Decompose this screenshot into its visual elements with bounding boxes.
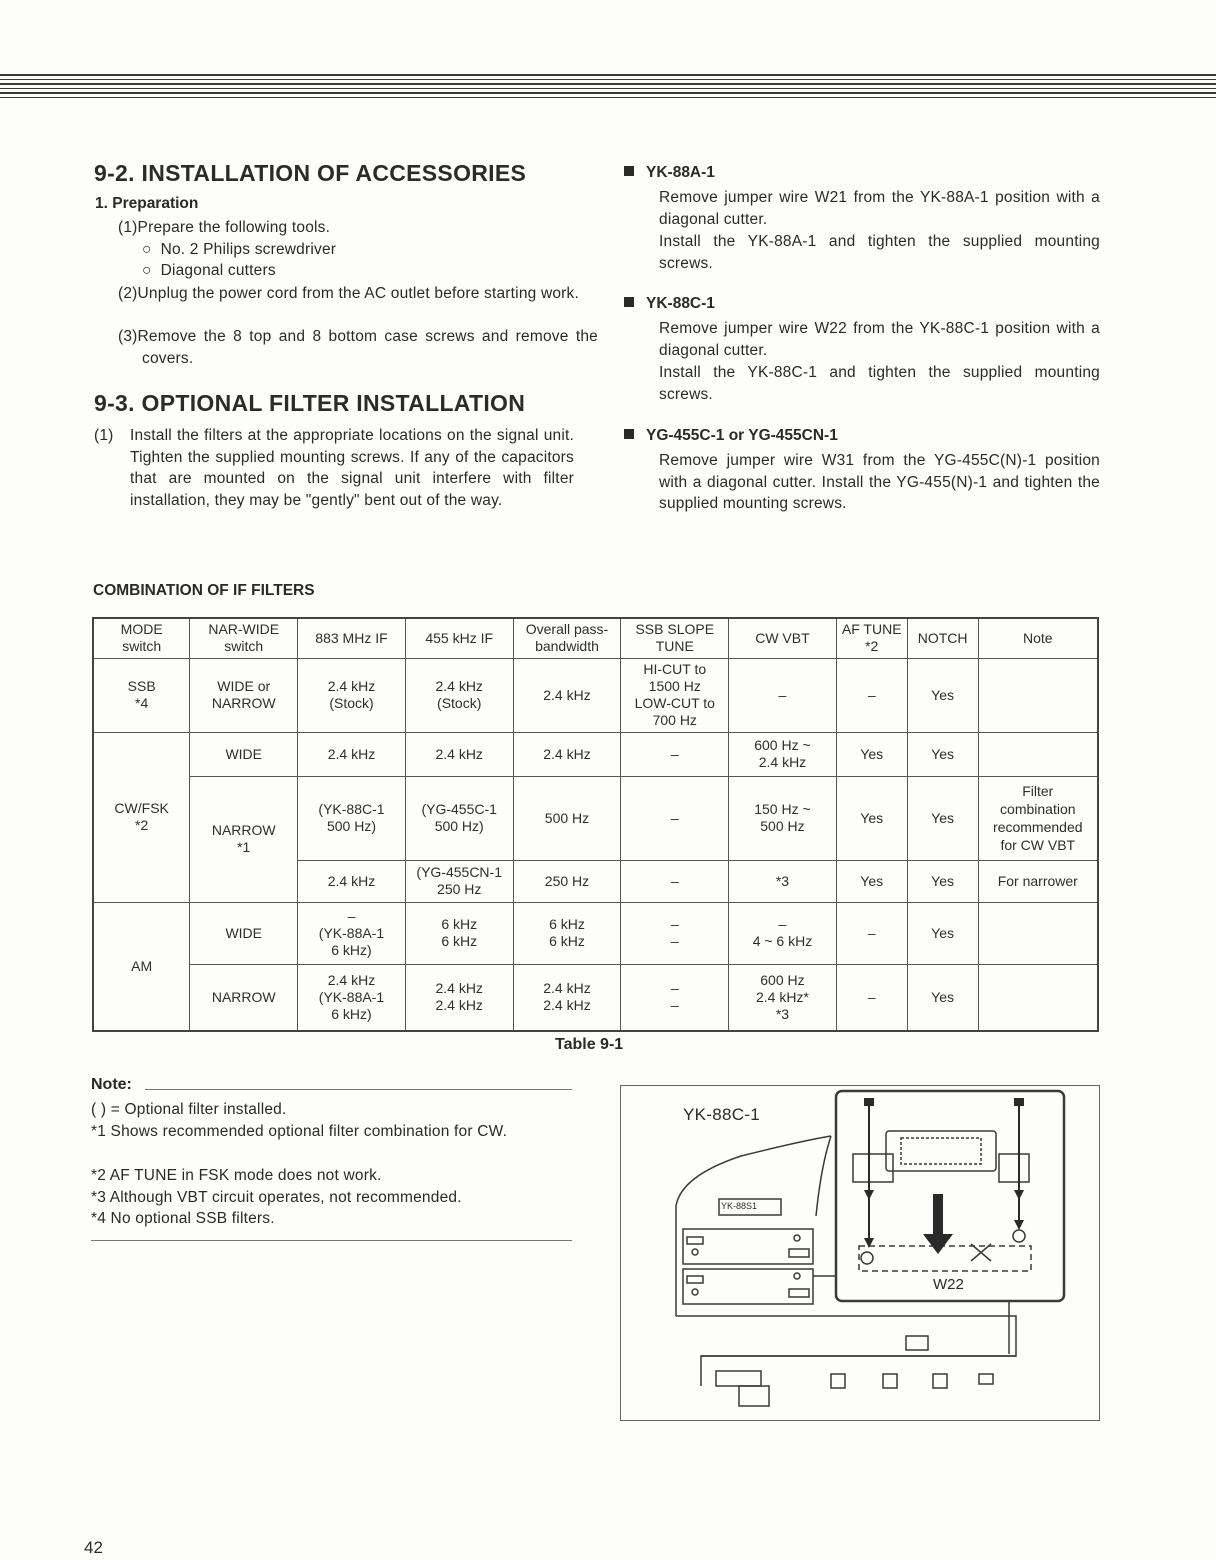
header-narwide: NAR-WIDE switch [190,618,298,658]
tool-item-2-text: Diagonal cutters [160,262,276,279]
ssb-notch: Yes [907,658,978,732]
table-title: COMBINATION OF IF FILTERS [93,582,315,599]
page-number: 42 [84,1538,103,1557]
header-rule [0,72,1216,102]
yk88c-heading [624,295,715,313]
section-9-2-heading: 9-2. INSTALLATION OF ACCESSORIES [94,160,527,186]
header-af-tune: AF TUNE *2 [836,618,907,658]
if-filter-table [92,617,1099,1032]
table-row [93,732,1098,776]
cw-wide-883: 2.4 kHz [298,732,406,776]
cw-wide-notch: Yes [907,732,978,776]
ssb-883: 2.4 kHz (Stock) [298,658,406,732]
note-2: *2 AF TUNE in FSK mode does not work. [91,1167,382,1184]
cw-wide-note [978,732,1098,776]
cw-narrower-455: (YG-455CN-1 250 Hz [405,860,513,902]
cw-narrow-narwide: NARROW *1 [190,776,298,902]
am-narrow-note [978,964,1098,1031]
table-header-row [93,618,1098,658]
notes-title: Note: [91,1076,132,1093]
am-wide-455: 6 kHz 6 kHz [405,902,513,964]
ssb-note [978,658,1098,732]
am-narrow-455: 2.4 kHz 2.4 kHz [405,964,513,1031]
section-9-3-heading: 9-3. OPTIONAL FILTER INSTALLATION [94,390,526,416]
ssb-af: – [836,658,907,732]
cw-wide-slope: – [621,732,729,776]
bullet-square-icon [624,429,634,439]
cw-narrow-bw: 500 Hz [513,776,621,860]
am-mode: AM [93,902,190,1031]
header-note: Note [978,618,1098,658]
header-ssb-slope: SSB SLOPE TUNE [621,618,729,658]
cw-narrow-vbt: 150 Hz ~ 500 Hz [729,776,837,860]
yk88c-text-2: Install the YK-88C-1 and tighten the supplied mounting screws. [659,364,1100,403]
bullet-square-icon [624,166,634,176]
ssb-mode: SSB *4 [93,658,190,732]
am-narrow-vbt: 600 Hz 2.4 kHz* *3 [729,964,837,1031]
figure-label: YK-88C-1 [683,1105,761,1124]
note-optional: ( ) = Optional filter installed. [91,1101,287,1118]
am-wide-slope: – – [621,902,729,964]
am-narrow-notch: Yes [907,964,978,1031]
header-883: 883 MHz IF [298,618,406,658]
am-narrow-narwide: NARROW [190,964,298,1031]
prep-step-3: (3)Remove the 8 top and 8 bottom case screws and remove the covers. [118,328,598,367]
header-mode: MODE switch [93,618,190,658]
figure-drawing [621,1086,1099,1420]
cw-narrow-slope: – [621,776,729,860]
cw-narrower-af: Yes [836,860,907,902]
cw-narrower-notch: Yes [907,860,978,902]
cw-narrower-bw: 250 Hz [513,860,621,902]
note-4: *4 No optional SSB filters. [91,1210,275,1227]
table-row [93,658,1098,732]
ssb-vbt: – [729,658,837,732]
ssb-455: 2.4 kHz (Stock) [405,658,513,732]
table-row [93,776,1098,860]
preparation-title: 1. Preparation [95,195,199,212]
yk88c-text-1: Remove jumper wire W22 from the YK-88C-1 position with a diagonal cutter. [659,320,1100,359]
yk88c-installation-figure [620,1085,1100,1421]
yg455-title: YG-455C-1 or YG-455CN-1 [646,427,838,444]
cw-wide-bw: 2.4 kHz [513,732,621,776]
cw-wide-af: Yes [836,732,907,776]
table-caption: Table 9-1 [555,1036,624,1053]
header-notch: NOTCH [907,618,978,658]
cw-narrow-note: Filter combination recommended for CW VBT [978,776,1098,860]
note-1: *1 Shows recommended optional filter combination for CW. [91,1123,508,1140]
tool-item-2: ○ Diagonal cutters [142,262,276,279]
prep-step-1: (1)Prepare the following tools. [118,219,331,236]
notes-top-rule [145,1089,572,1090]
yg455-text: Remove jumper wire W31 from the YG-455C(N)-1 position with a diagonal cutter. Install the YG-455(N)-1 and tighten the supplied mounting screws. [659,452,1100,512]
cw-narrower-note: For narrower [978,860,1098,902]
header-cw-vbt: CW VBT [729,618,837,658]
ssb-narwide: WIDE or NARROW [190,658,298,732]
cw-narrower-883: 2.4 kHz [298,860,406,902]
yg455-heading [624,427,838,445]
figure-wire-label: W22 [933,1276,964,1293]
table-row [93,902,1098,964]
ssb-bw: 2.4 kHz [513,658,621,732]
am-narrow-bw: 2.4 kHz 2.4 kHz [513,964,621,1031]
yk88a-text-1: Remove jumper wire W21 from the YK-88A-1 position with a diagonal cutter. [659,189,1100,228]
bullet-square-icon [624,297,634,307]
cw-narrow-455: (YG-455C-1 500 Hz) [405,776,513,860]
filter-step-text: Install the filters at the appropriate locations on the signal unit. Tighten the supplied mounting screws. If any of the capacitors that are mounted on the signal unit interfere with filter installation, they may be "gently" bent out of the way. [130,427,574,509]
cw-wide-vbt: 600 Hz ~ 2.4 kHz [729,732,837,776]
am-narrow-883: 2.4 kHz (YK-88A-1 6 kHz) [298,964,406,1031]
am-wide-note [978,902,1098,964]
am-wide-narwide: WIDE [190,902,298,964]
yk88a-heading [624,164,715,182]
cw-narrow-notch: Yes [907,776,978,860]
cw-narrow-883: (YK-88C-1 500 Hz) [298,776,406,860]
am-narrow-slope: – – [621,964,729,1031]
tool-item-1-text: No. 2 Philips screwdriver [160,241,337,258]
am-wide-af: – [836,902,907,964]
cw-narrower-slope: – [621,860,729,902]
figure-board-label: YK-88S1 [721,1201,758,1211]
header-bandwidth: Overall pass- bandwidth [513,618,621,658]
cw-narrower-vbt: *3 [729,860,837,902]
cw-mode: CW/FSK *2 [93,732,190,902]
note-3: *3 Although VBT circuit operates, not recommended. [91,1189,462,1206]
am-wide-vbt: – 4 ~ 6 kHz [729,902,837,964]
filter-step-number: (1) [94,427,114,444]
notes-bottom-rule [91,1240,572,1241]
cw-narrow-af: Yes [836,776,907,860]
cw-wide-455: 2.4 kHz [405,732,513,776]
ssb-slope: HI-CUT to 1500 Hz LOW-CUT to 700 Hz [621,658,729,732]
yk88a-title: YK-88A-1 [646,164,715,181]
cw-wide-narwide: WIDE [190,732,298,776]
yk88c-title: YK-88C-1 [646,295,715,312]
tool-item-1: ○ No. 2 Philips screwdriver [142,241,337,258]
prep-step-2: (2)Unplug the power cord from the AC outlet before starting work. [118,285,579,302]
header-455: 455 kHz IF [405,618,513,658]
am-wide-notch: Yes [907,902,978,964]
yk88a-text-2: Install the YK-88A-1 and tighten the supplied mounting screws. [659,233,1100,272]
am-wide-883: – (YK-88A-1 6 kHz) [298,902,406,964]
am-narrow-af: – [836,964,907,1031]
table-row [93,964,1098,1031]
am-wide-bw: 6 kHz 6 kHz [513,902,621,964]
